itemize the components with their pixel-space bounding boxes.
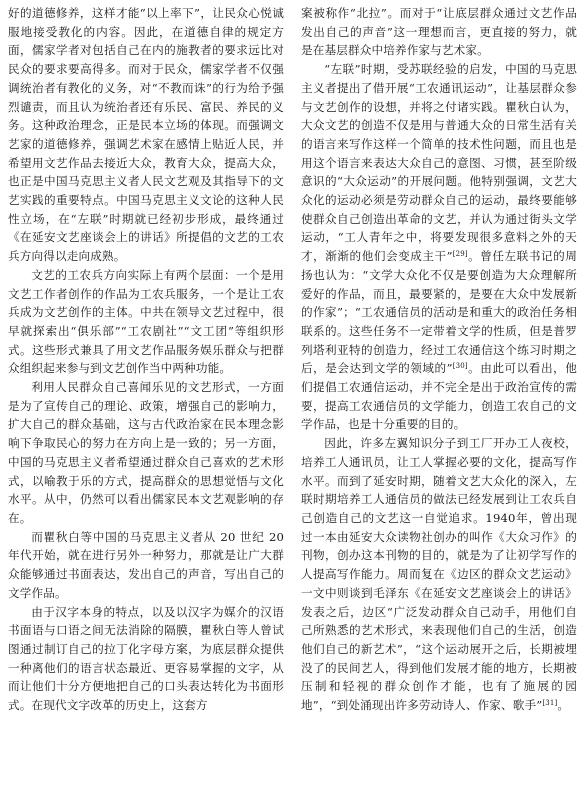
paragraph: 文艺的工农兵方向实际上有两个层面：一个是用文艺工作者创作的作品为工农兵服务，一个是让工农兵成为文艺创作的主体。中共在领导文艺过程中，很早就探索出“俱乐部”“工农剧社”“文工团”等组织形式。这些形式兼具了用文艺作品服务娱乐群众与把群众组织起来参与到文艺创作当中两种功能。 <box>8 267 284 376</box>
left-column <box>8 4 284 800</box>
paragraph: 而瞿秋白等中国的马克思主义者从 20 世纪 20 年代开始，就在进行另外一种努力，那就是让广大群众能够通过书面表达，发出自己的声音，写出自己的文学作品。 <box>8 529 284 600</box>
paragraph: 由于汉字本身的特点，以及以汉字为媒介的汉语书面语与口语之间无法消除的隔膜，瞿秋白等人曾试图通过制订自己的拉丁化字母方案，为底层群众提供一种离他们的语言状态最近、更容易掌握的文字，从而让他们十分方便地把自己的口头表达转化为书面形式。在现代文字改革的历史上，这套方 <box>8 604 284 713</box>
footnote-ref: [29] <box>452 250 468 259</box>
footnote-ref: [30] <box>452 362 468 371</box>
paragraph <box>301 60 577 434</box>
paragraph: 案被称作“北拉”。而对于“让底层群众通过文艺作品发出自己的声音”这一理想而言，更直接的努力，就是在基层群众中培养作家与艺术家。 <box>301 6 577 58</box>
paragraph <box>301 434 577 715</box>
footnote-ref: [31] <box>542 699 558 708</box>
paragraph: 利用人民群众自己喜闻乐见的文艺形式，一方面是为了宣传自己的理论、政策，增强自己的影响力，扩大自己的群众基础，这与古代政治家在民本理念影响下争取民心的努力在方向上是一致的；另一方面，中国的马克思主义者希望通过群众自己喜欢的艺术形式，以喻教于乐的方式，提高群众的思想觉悟与文化水平。从中，仍然可以看出儒家民本文艺观影响的存在。 <box>8 380 284 525</box>
paragraph-text: “左联”时期，受苏联经验的启发，中国的马克思主义者提出了借开展“工农通讯运动”，让基层群众参与文艺创作的设想，并将之付诸实践。瞿秋白认为，大众文艺的创造不仅是用与普通大众的日常生活有关的语言来写作这样一个简单的技术性问题，而且也是用这个语言来表达大众自己的意图、习惯，甚至阶级意识的“大众运动”的开展问题。他特别强调，文艺大众化的运动必须是劳动群众自己的运动，最终要能够使群众自己创造出革命的文艺，并认为通过街头文学运动，“工人青年之中，将要发现很多意料之外的天才，渐渐的他们会变成主干” <box>301 62 577 264</box>
paragraph-text: 因此，许多左翼知识分子到工厂开办工人夜校，培养工人通讯员，让工人掌握必要的文化，提高写作水平。而到了延安时期，随着文艺大众化的深入，左联时期培养工人通信员的做法已经发展到让工农兵自己创造自己的文艺这一自觉追求。1940年，曾出现过一本由延安大众读物社创办的叫作《大众习作》的刊物，创办这本刊物的目的，就是为了让初学写作的人提高写作能力。周而复在《边区的群众文艺运动》一文中则谈到毛泽东《在延安文艺座谈会上的讲话》发表之后，边区“广泛发动群众自己动手，用他们自己所熟悉的艺术形式，来表现他们自己的生活，创造他们自己的新艺术”，“这个运动展开之后，长期被埋没了的民间艺人，得到他们发展才能的地方，长期被压制和轻视的群众创作才能，也有了施展的园地”，“到处涌现出许多劳动诗人、作家、歌手” <box>301 436 577 713</box>
paragraph: 好的道德修养，这样才能“以上率下”，让民众心悦诚服地接受教化的内容。因此，在道德自律的规定方面，儒家学者对包括自己在内的施教者的要求远比对民众的要求要高得多。而对于民众，儒家学者不仅强调统治者有教化的义务，对“不教而诛”的行为给予强烈谴责，而且认为统治者还有乐民、富民、养民的义务。这种政治理念，正是民本立场的体现。而强调文艺家的道德修养，强调艺术家在感情上贴近人民，并希望用文艺作品去接近大众，教育大众，提高大众，也正是中国马克思主义者人民文艺观及其指导下的文艺实践的重要特点。中国马克思主义文论的这种人民性立场，在“左联”时期就已经初步形成，最终通过《在延安文艺座谈会上的讲话》所提倡的文艺的工农兵方向得以走向成熟。 <box>8 6 284 264</box>
paragraph-text: 。曾任左联书记的周扬也认为：“文学大众化不仅是要创造为大众理解所爱好的作品，而且，最要紧的，是要在大众中发展新的作家”；“工农通信员的活动是和重大的政治任务相联系的。这些任务不一定带着文学的性质，但是普罗列塔利亚特的创造力，经过工农通信这个练习时期之后，是会达到文学的领域的” <box>301 249 577 376</box>
right-column <box>301 4 577 800</box>
paragraph-text: 。由此可以看出，他们提倡工农通信运动，并不完全是出于政治宣传的需要，提高工农通信员的文学能力，创造工农自己的文学作品，也是十分重要的目的。 <box>301 361 577 432</box>
paragraph-text: 。 <box>557 698 570 713</box>
